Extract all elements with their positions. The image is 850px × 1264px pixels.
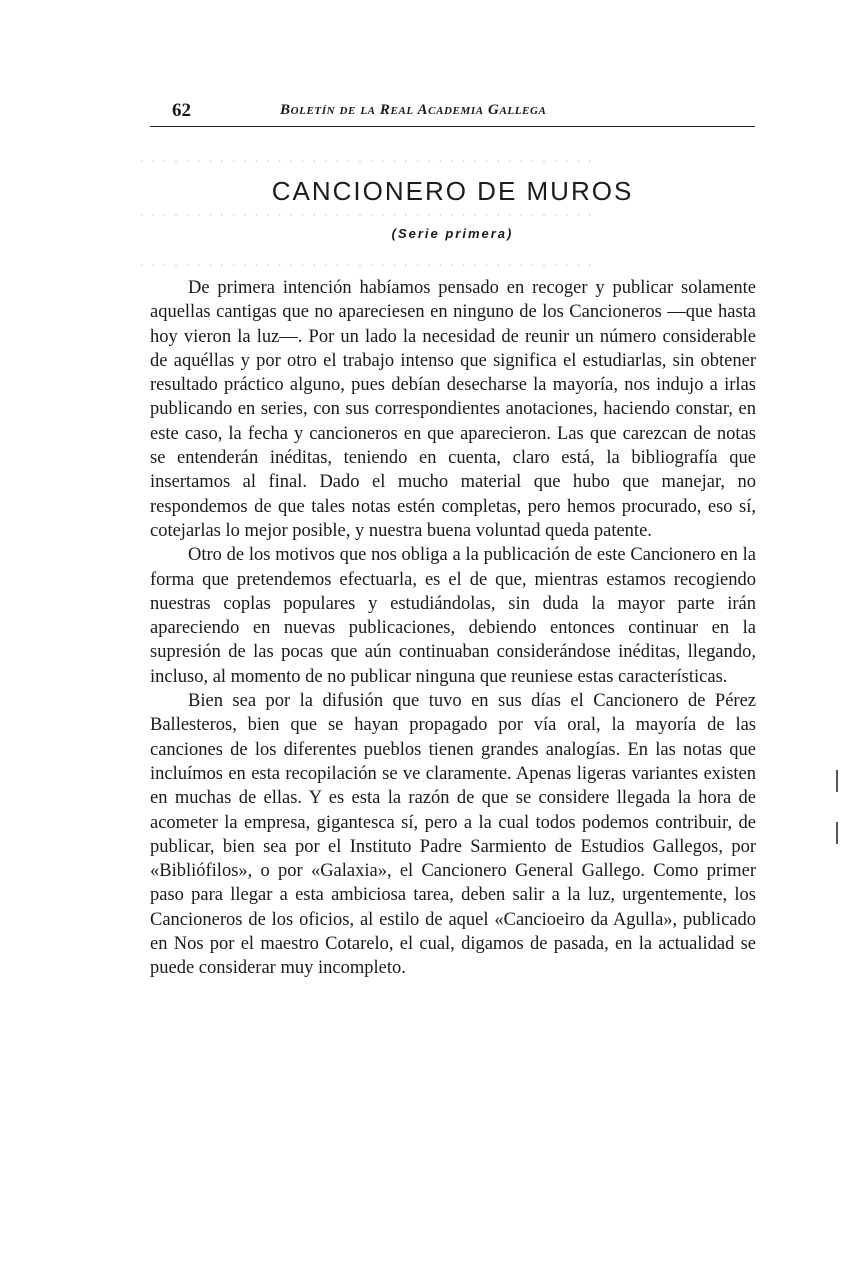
article-body	[150, 276, 756, 981]
bleed-through-text: . . . . . . . . . . . . . . . . . . . . . . . . . . . . . . . . . . . . . . . .	[140, 150, 595, 166]
article-title: CANCIONERO DE MUROS	[271, 176, 634, 206]
paragraph: Otro de los motivos que nos obliga a la publicación de este Cancionero en la forma que pretendemos efectuarla, es el de que, mientras estamos recogiendo nuestras coplas populares y estudiándolas, sin duda la mayor parte irán apareciendo en nuevas publicaciones, debiendo entonces continuar en la supresión de las pocas que aún continuaban considerándose inéditas, llegando, incluso, al momento de no publicar ninguna que reuniese estas características.	[150, 545, 756, 687]
scan-artifact	[836, 770, 838, 792]
bleed-through-text: . . . . . . . . . . . . . . . . . . . . . . . . . . . . . . . . . . . . . . . .	[140, 254, 595, 270]
bleed-through-text: . . . . . . . . . . . . . . . . . . . . . . . . . . . . . . . . . . . . . . . .	[140, 204, 595, 220]
journal-title: Boletín de la Real Academia Gallega	[280, 102, 547, 118]
article-subtitle: (Serie primera)	[391, 226, 514, 241]
running-header	[150, 96, 755, 127]
scan-artifact	[836, 822, 838, 844]
paragraph: Bien sea por la difusión que tuvo en sus días el Cancionero de Pérez Ballesteros, bien que se hayan propagado por vía oral, la mayoría de las canciones de los diferentes pueblos tienen grandes analogías. En las notas que incluímos en esta recopilación se ve claramente. Apenas ligeras variantes existen en muchas de ellas. Y es esta la razón de que se considere llegada la hora de acometer la empresa, gigantesca sí, pero a la cual todos podemos contribuir, de publicar, bien sea por el Instituto Padre Sarmiento de Estudios Gallegos, por «Bibliófilos», o por «Galaxia», el Cancionero General Gallego. Como primer paso para llegar a esta ambiciosa tarea, deben salir a la luz, urgentemente, los Cancioneros de los oficios, al estilo de aquel «Cancioeiro da Agulla», publicado en Nos por el maestro Cotarelo, el cual, digamos de pasada, en la actualidad se puede considerar muy incompleto.	[150, 691, 756, 979]
page-number: 62	[172, 100, 191, 121]
paragraph: De primera intención habíamos pensado en recoger y publicar solamente aquellas cantigas que no apareciesen en ninguno de los Cancioneros —que hasta hoy vieron la luz—. Por un lado la necesidad de reunir un número considerable de aquéllas y por otro el trabajo intenso que significa el estudiarlas, sin obtener resultado práctico alguno, pues debían desecharse la mayoría, nos indujo a irlas publicando en series, con sus correspondientes anotaciones, haciendo constar, en este caso, la fecha y cancioneros en que aparecieron. Las que carezcan de notas se entenderán inéditas, teniendo en cuenta, claro está, la bibliografía que insertamos al final. Dado el mucho material que hubo que manejar, no respondemos de que tales notas estén completas, pero hemos procurado, eso sí, cotejarlas lo mejor posible, y nuestra buena voluntad queda patente.	[150, 278, 756, 541]
